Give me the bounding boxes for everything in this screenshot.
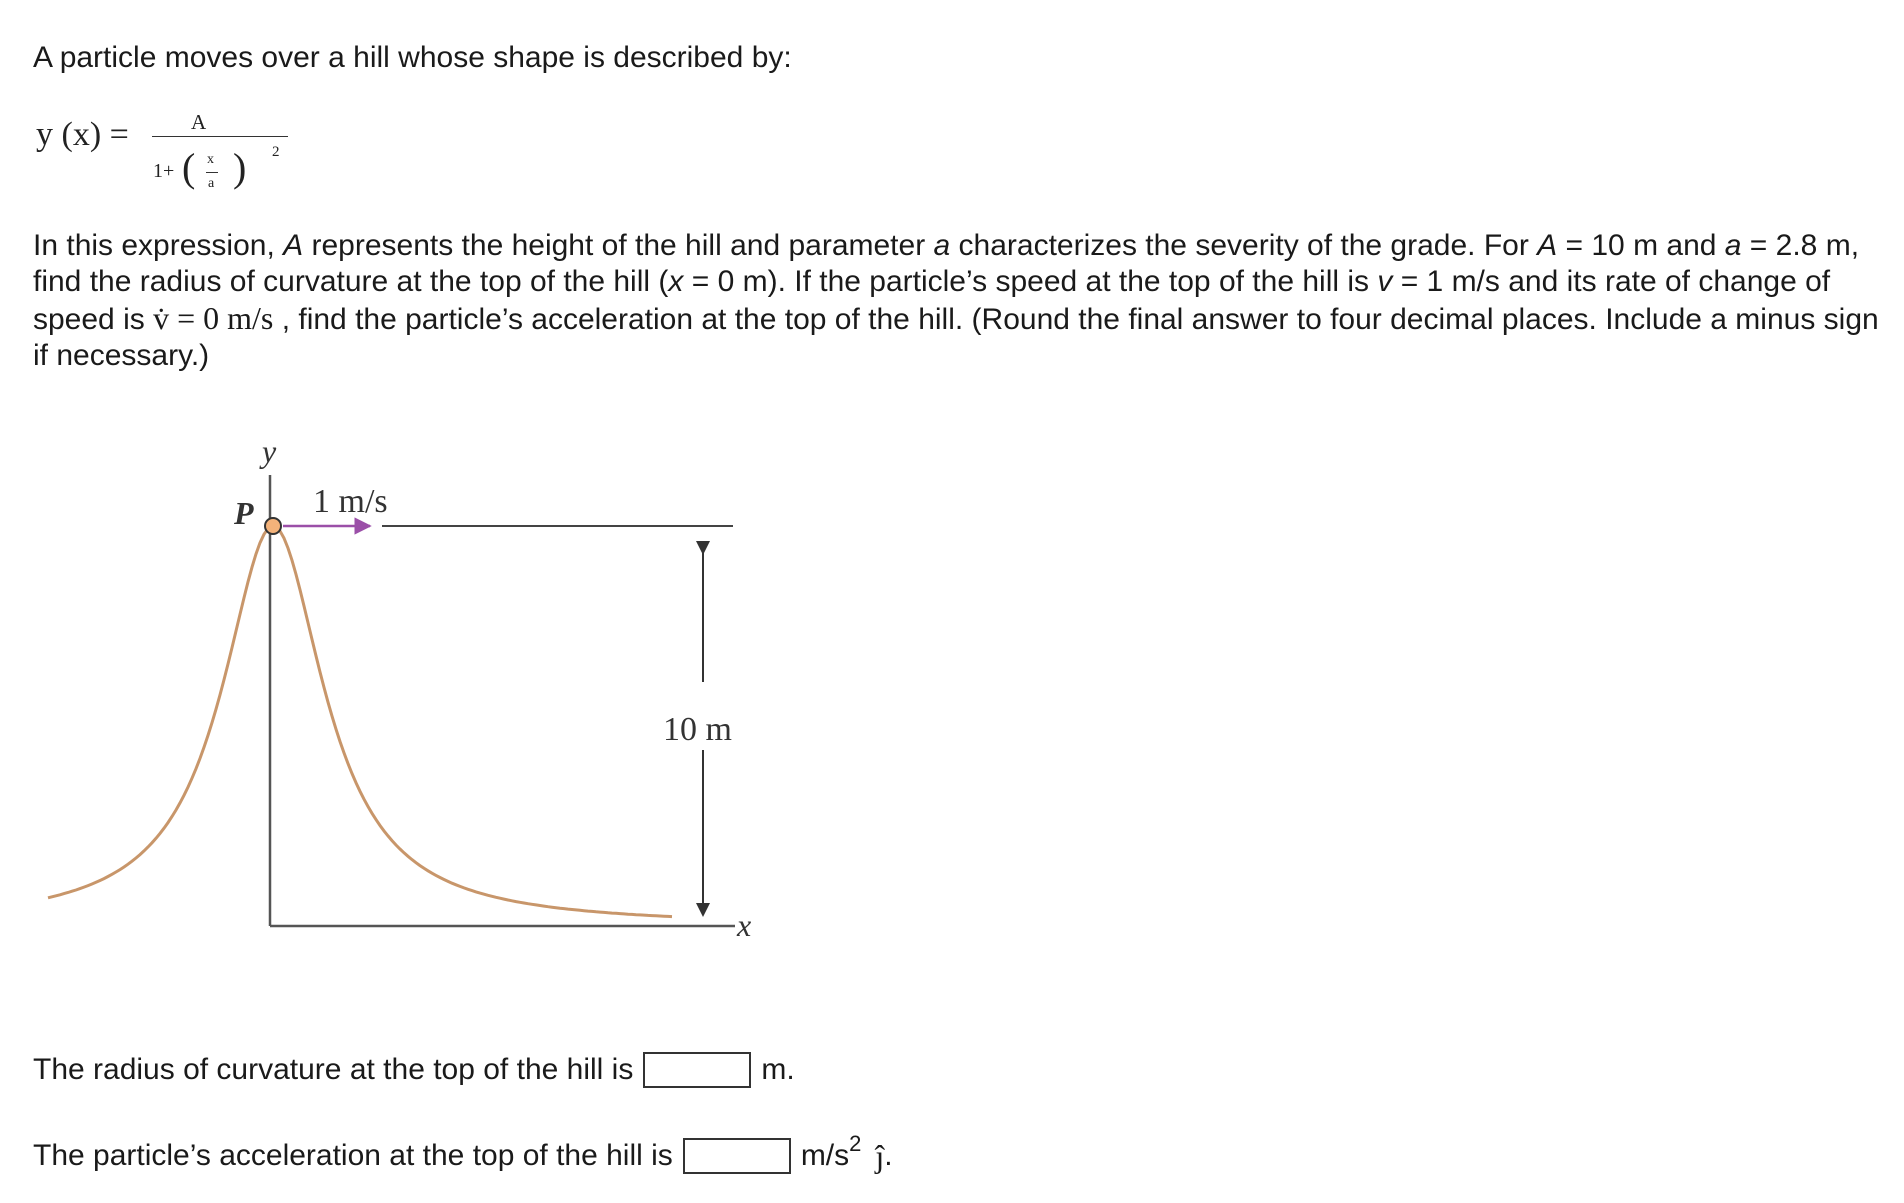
var-x: x <box>668 265 684 298</box>
formula-fraction-bar <box>152 136 288 137</box>
hill-curve <box>48 526 672 917</box>
formula-one-plus: 1+ <box>153 160 175 182</box>
var-a-2: a <box>1724 229 1742 262</box>
x-axis-label: x <box>737 907 752 943</box>
radius-question-text: The radius of curvature at the top of the hill is <box>33 1053 634 1086</box>
acceleration-end-period: . <box>884 1139 893 1172</box>
speed-label: 1 m/s <box>313 483 388 520</box>
var-A-2: A <box>1537 229 1558 262</box>
hill-diagram <box>0 420 800 960</box>
unit-vector-j: ĵ <box>875 1138 885 1174</box>
para-text-7: = 1 m/s and its rate of change of speed is <box>33 265 1831 336</box>
acceleration-unit-exponent: 2 <box>849 1131 862 1156</box>
formula-paren-left: ( <box>182 145 196 190</box>
radius-answer-input[interactable] <box>643 1052 751 1088</box>
particle-point <box>265 518 281 534</box>
acceleration-answer-input[interactable] <box>683 1138 791 1174</box>
formula-inner-denominator: a <box>208 176 215 191</box>
formula-exponent: 2 <box>272 144 280 160</box>
para-text-3: characterizes the severity of the grade. For <box>950 229 1538 262</box>
formula-paren-right: ) <box>233 145 247 190</box>
radius-unit: m. <box>761 1053 795 1086</box>
formula-inner-bar <box>206 172 218 173</box>
y-axis-label: y <box>262 433 277 469</box>
para-text-2: represents the height of the hill and parameter <box>303 229 934 262</box>
para-text-5: = 2.8 m, find the radius of curvature at the top of the hill ( <box>33 229 1860 298</box>
formula-inner-numerator: x <box>207 152 214 167</box>
point-label: P <box>234 495 254 531</box>
para-text-4: = 10 m and <box>1557 229 1725 262</box>
formula-lhs: y (x) = <box>36 116 129 153</box>
problem-paragraph <box>33 228 1883 374</box>
formula-numerator: A <box>191 110 207 134</box>
height-label: 10 m <box>663 711 732 748</box>
var-A: A <box>283 229 304 262</box>
para-text-1: In this expression, <box>33 229 284 262</box>
acceleration-question-text: The particle’s acceleration at the top of the hill is <box>33 1139 673 1172</box>
acceleration-question-row <box>33 1131 893 1176</box>
intro-text: A particle moves over a hill whose shape is described by: <box>33 41 792 74</box>
para-text-6: = 0 m). If the particle’s speed at the top of the hill is <box>683 265 1378 298</box>
radius-question-row <box>33 1050 795 1090</box>
var-a: a <box>933 229 951 262</box>
para-text-8: , find the particle’s acceleration at the top of the hill. (Round the final answer to four decimal places. Include a minus sign if necessary.) <box>33 303 1879 372</box>
hill-formula <box>36 108 280 208</box>
vdot-expression: v̇ = 0 m/s <box>153 300 274 336</box>
acceleration-unit: m/s <box>800 1139 850 1172</box>
var-v: v <box>1377 265 1393 298</box>
